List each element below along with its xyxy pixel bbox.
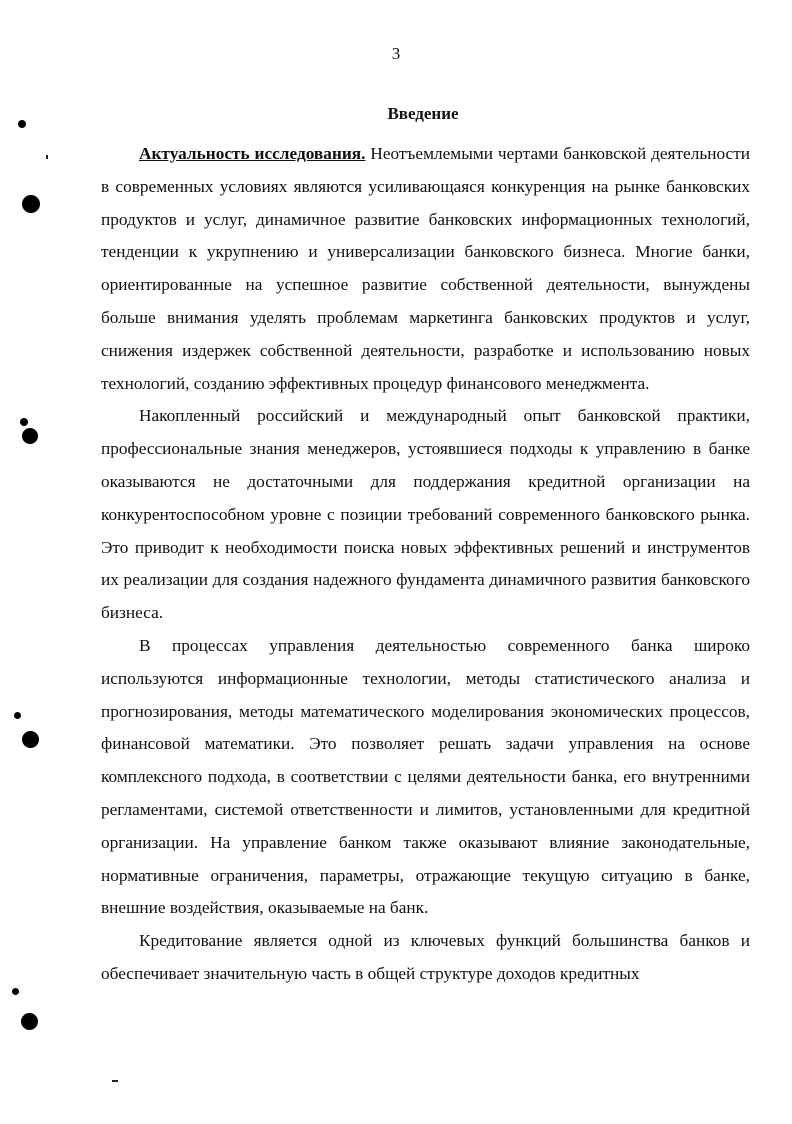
page-number: 3 — [391, 44, 401, 63]
punch-hole-mark — [14, 712, 21, 719]
punch-hole-mark — [22, 195, 40, 213]
paragraph-lead: Актуальность исследования. — [139, 144, 366, 163]
body-text — [101, 138, 750, 991]
punch-hole-mark — [22, 731, 39, 748]
scan-speck — [112, 1080, 118, 1082]
paragraph-text: Неотъемлемыми чертами банковской деятельности в современных условиях являются усиливающаяся конкуренция на рынке банковских продуктов и услуг, динамичное развитие банковских информационных технологий, тенденции к укрупнению и универсализации банковского бизнеса. Многие банки, ориентированные на успешное развитие собственной деятельности, вынуждены больше внимания уделять проблемам маркетинга банковских продуктов и услуг, снижения издержек собственной деятельности, разработке и использованию новых технологий, созданию эффективных процедур финансового менеджмента. — [101, 144, 750, 393]
punch-hole-mark — [20, 418, 28, 426]
punch-hole-mark — [22, 428, 38, 444]
punch-hole-mark — [12, 988, 19, 995]
scan-speck — [46, 155, 48, 159]
paragraph — [101, 138, 750, 400]
paragraph: Кредитование является одной из ключевых функций большинства банков и обеспечивает значительную часть в общей структуре доходов кредитных — [101, 931, 750, 983]
paragraph: Накопленный российский и международный опыт банковской практики, профессиональные знания менеджеров, устоявшиеся подходы к управлению в банке оказываются не достаточными для поддержания кредитной организации на конкурентоспособном уровне с позиции требований современного банковского рынка. Это приводит к необходимости поиска новых эффективных решений и инструментов их реализации для создания надежного фундамента динамичного развития банковского бизнеса. — [101, 406, 750, 623]
paragraph: В процессах управления деятельностью современного банка широко используются информационные технологии, методы статистического анализа и прогнозирования, методы математического моделирования экономических процессов, финансовой математики. Это позволяет решать задачи управления на основе комплексного подхода, в соответствии с целями деятельности банка, его внутренними регламентами, системой ответственности и лимитов, установленными для кредитной организации. На управление банком также оказывают влияние законодательные, нормативные ограничения, параметры, отражающие текущую ситуацию в банке, внешние воздействия, оказываемые на банк. — [101, 635, 750, 918]
punch-hole-mark — [21, 1013, 38, 1030]
section-heading: Введение — [387, 104, 459, 123]
